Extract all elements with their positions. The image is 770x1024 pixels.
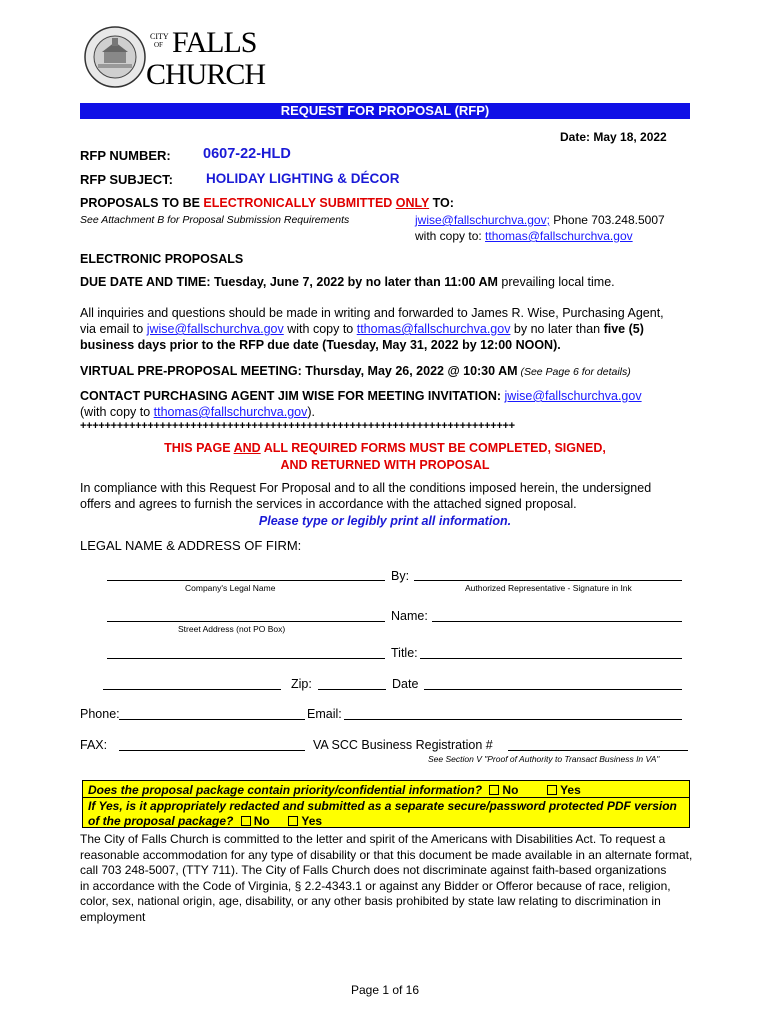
signature-caption: Authorized Representative - Signature in Ink <box>465 583 632 593</box>
phone-field[interactable] <box>119 719 305 720</box>
electronic-heading: ELECTRONIC PROPOSALS <box>80 252 244 266</box>
checkbox-no-icon[interactable] <box>489 785 499 795</box>
name-label: Name: <box>391 609 428 623</box>
state-field[interactable] <box>103 689 281 690</box>
ada-paragraph <box>80 832 693 925</box>
checkbox-yes2-icon[interactable] <box>288 816 298 826</box>
inquiries-line2-bold: five (5) <box>603 322 644 336</box>
inquiries-line2-a: via email to <box>80 322 147 336</box>
rfp-subject-value: HOLIDAY LIGHTING & DÉCOR <box>206 171 400 186</box>
page-number: Page 1 of 16 <box>350 983 420 997</box>
inquiries-line2 <box>80 321 690 337</box>
meeting-italic: (See Page 6 for details) <box>517 366 631 378</box>
va-scc-label: VA SCC Business Registration # <box>313 738 493 752</box>
submission-heading <box>80 196 454 210</box>
city-state-field[interactable] <box>107 658 385 659</box>
by-label: By: <box>391 569 410 583</box>
fax-field[interactable] <box>119 750 305 751</box>
contact-copy-email-link[interactable]: tthomas@fallschurchva.gov <box>153 405 308 419</box>
rfp-number-value: 0607-22-HLD <box>203 146 291 162</box>
fax-label: FAX: <box>80 738 108 752</box>
rfp-subject-label: RFP SUBJECT: <box>80 172 173 187</box>
zip-field[interactable] <box>318 689 386 690</box>
confidential-yes2: Yes <box>301 814 323 828</box>
please-type-note: Please type or legibly print all information. <box>258 514 512 528</box>
phone-label: Phone: <box>80 707 120 721</box>
zip-label: Zip: <box>291 677 312 691</box>
submission-red: ELECTRONICALLY SUBMITTED <box>203 196 396 210</box>
submission-copy-prefix: with copy to: <box>415 229 486 243</box>
logo-falls: FALLS <box>172 26 257 59</box>
street-address-field[interactable] <box>107 621 385 622</box>
page-title: REQUEST FOR PROPOSAL (RFP) <box>280 103 490 118</box>
company-caption: Company's Legal Name <box>185 583 276 593</box>
logo-of-small: OF <box>154 41 163 49</box>
document-date: Date: May 18, 2022 <box>560 130 667 144</box>
ada-line1: The City of Falls Church is committed to the letter and spirit of the Americans with Disabilities Act. To request a <box>80 832 666 846</box>
warning-line2: AND RETURNED WITH PROPOSAL <box>280 458 490 472</box>
submission-email-link[interactable]: jwise@fallschurchva.gov; <box>415 213 550 227</box>
name-field[interactable] <box>432 621 682 622</box>
confidential-q1-line <box>83 781 689 798</box>
inquiries-line2-b: with copy to <box>283 322 357 336</box>
submission-suffix: TO: <box>429 196 454 210</box>
compliance-block <box>80 480 690 512</box>
contact-copy-suffix: ). <box>307 405 316 419</box>
due-date-bold: DUE DATE AND TIME: Tuesday, June 7, 2022 by no later than 11:00 AM <box>80 275 498 289</box>
va-caption: See Section V "Proof of Authority to Transact Business In VA" <box>428 754 660 764</box>
legal-heading: LEGAL NAME & ADDRESS OF FIRM: <box>80 538 302 553</box>
warning-line1 <box>80 440 690 457</box>
warning-and: AND <box>233 441 261 455</box>
ada-line2: reasonable accommodation for any type of disability or that this document be made available in an alternate format, <box>80 847 693 862</box>
compliance-line1: In compliance with this Request For Proposal and to all the conditions imposed herein, the undersigned <box>80 481 652 495</box>
confidential-no: No <box>502 783 519 797</box>
confidential-box <box>82 780 690 828</box>
ada-line3: call 703 248-5007, (TTY 711). The City of Falls Church does not discriminate against faith-based organizations <box>80 863 667 877</box>
date-label: Date <box>392 677 419 691</box>
company-legal-name-field[interactable] <box>107 580 385 581</box>
city-seal-icon <box>84 26 146 88</box>
signature-field[interactable] <box>414 580 682 581</box>
va-scc-field[interactable] <box>508 750 688 751</box>
plus-divider: +++++++++++++++++++++++++++++++++++++++++++++++++++++++++++++++++++++++ <box>80 420 515 432</box>
title-label: Title: <box>391 646 418 660</box>
meeting-bold: VIRTUAL PRE-PROPOSAL MEETING: Thursday, May 26, 2022 @ 10:30 AM <box>80 364 518 378</box>
inquiries-email1-link[interactable]: jwise@fallschurchva.gov <box>146 322 284 336</box>
logo-city-small: CITY <box>150 32 169 41</box>
confidential-no2: No <box>253 814 270 828</box>
contact-copy-prefix: (with copy to <box>80 405 154 419</box>
inquiries-email2-link[interactable]: tthomas@fallschurchva.gov <box>356 322 511 336</box>
city-logo <box>84 20 274 92</box>
warning-line1-b: ALL REQUIRED FORMS MUST BE COMPLETED, SIGNED, <box>260 441 606 455</box>
date-field[interactable] <box>424 689 682 690</box>
ada-line5: color, sex, national origin, age, disability, or any other basis prohibited by state law relating to discrimination in <box>80 894 661 908</box>
meeting-line <box>80 364 631 378</box>
contact-email-link[interactable]: jwise@fallschurchva.gov <box>504 389 642 403</box>
ada-line6: employment <box>80 909 146 924</box>
confidential-q2-line1: If Yes, is it appropriately redacted and submitted as a separate secure/password protected PDF version <box>88 799 677 813</box>
contact-bold: CONTACT PURCHASING AGENT JIM WISE FOR MEETING INVITATION: <box>80 389 505 403</box>
warning-line1-a: THIS PAGE <box>164 441 234 455</box>
due-date-line <box>80 275 615 289</box>
confidential-q2-text: of the proposal package? <box>88 814 234 828</box>
email-label: Email: <box>307 707 342 721</box>
ada-line4: in accordance with the Code of Virginia, § 2.2-4343.1 or against any Bidder or Offeror because of race, religion, <box>80 878 671 893</box>
compliance-line2: offers and agrees to furnish the services in accordance with the attached signed proposal. <box>80 497 577 511</box>
contact-line <box>80 389 642 403</box>
email-field[interactable] <box>344 719 682 720</box>
attachment-note: See Attachment B for Proposal Submission Requirements <box>80 214 350 226</box>
warning-block <box>80 440 690 474</box>
confidential-yes: Yes <box>560 783 581 797</box>
logo-church: CHURCH <box>146 58 266 91</box>
submission-only: ONLY <box>395 196 430 210</box>
street-caption: Street Address (not PO Box) <box>178 624 286 634</box>
submission-copy-email-link[interactable]: tthomas@fallschurchva.gov <box>485 229 633 243</box>
inquiries-line1: All inquiries and questions should be made in writing and forwarded to James R. Wise, Purchasing Agent, <box>80 306 664 320</box>
confidential-q2-line2 <box>83 814 689 829</box>
submission-phone: Phone 703.248.5007 <box>549 213 665 227</box>
submission-email-line <box>415 213 665 227</box>
checkbox-yes-icon[interactable] <box>547 785 557 795</box>
submission-prefix: PROPOSALS TO BE <box>80 196 204 210</box>
due-date-normal: prevailing local time. <box>497 275 615 289</box>
rfp-number-label: RFP NUMBER: <box>80 148 171 163</box>
contact-copy-line <box>80 405 315 419</box>
inquiries-block <box>80 305 690 353</box>
title-field[interactable] <box>420 658 682 659</box>
checkbox-no2-icon[interactable] <box>241 816 251 826</box>
inquiries-line2-c: by no later than <box>510 322 604 336</box>
submission-copy-line <box>415 229 633 243</box>
inquiries-line3: business days prior to the RFP due date (Tuesday, May 31, 2022 by 12:00 NOON). <box>80 338 561 352</box>
confidential-q1: Does the proposal package contain priority/confidential information? <box>88 783 483 797</box>
